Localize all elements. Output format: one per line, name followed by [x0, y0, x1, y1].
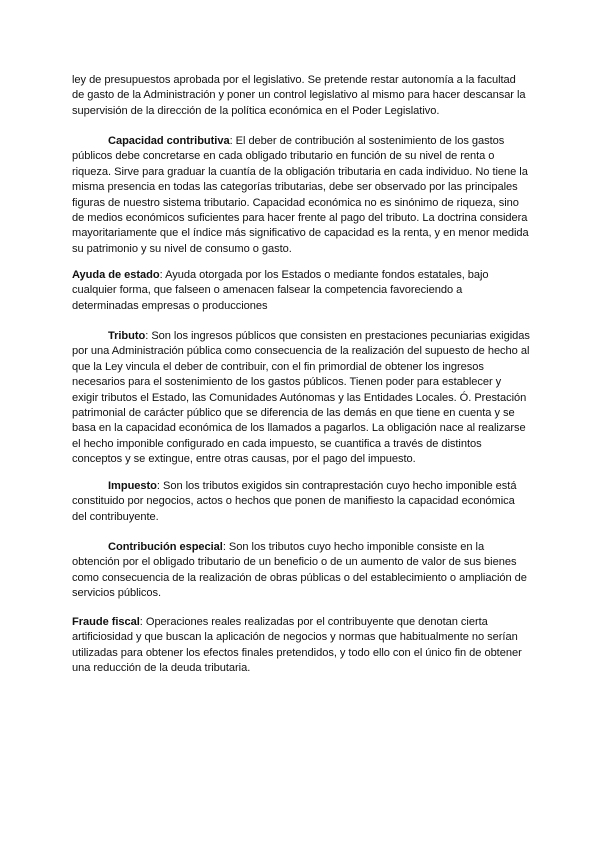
term-capacidad-contributiva: Capacidad contributiva: [108, 135, 230, 147]
definition-text: : Son los ingresos públicos que consisten en prestaciones pecuniarias exigidas por una Administración pública como consecuencia de la realización del supuesto de hecho al que la Ley vincula el deber de contribuir, con el fin primordial de obtener los ingresos necesarios para el sostenimiento de los gastos públicos. Tienen poder para establecer y exigir tributos el Estado, las Comunidades Autónomas y las Entidades Locales. Ó. Prestación patrimonial de carácter público que se diferencia de las demás en que tiene en cuenta y se basa en la capacidad económica de los llamados a pagarlos. La obligación nace al realizarse el hecho imponible configurado en cada impuesto, se cuantifica a través de distintos conceptos y se extingue, entre otras causas, por el pago del impuesto.: [72, 330, 530, 466]
term-fraude-fiscal: Fraude fiscal: [72, 616, 140, 628]
term-contribucion-especial: Contribución especial: [108, 541, 223, 553]
paragraph-impuesto: [72, 479, 530, 525]
paragraph-text: ley de presupuestos aprobada por el legislativo. Se pretende restar autonomía a la facultad de gasto de la Administración y poner un control legislativo al mismo para hacer descansar la supervisión de la dirección de la política económica en el Poder Legislativo.: [72, 74, 526, 117]
term-impuesto: Impuesto: [108, 480, 157, 492]
definition-text: : Son los tributos exigidos sin contraprestación cuyo hecho imponible está constituido por negocios, actos o hechos que ponen de manifiesto la capacidad económica del contribuyente.: [72, 480, 517, 523]
paragraph-fraude-fiscal: [72, 615, 530, 677]
term-ayuda-de-estado: Ayuda de estado: [72, 269, 160, 281]
definition-text: : Operaciones reales realizadas por el contribuyente que denotan cierta artificiosidad y que buscan la aplicación de negocios y normas que habitualmente no serían utilizadas para obtener los efectos finales pretendidos, y todo ello con el único fin de obtener una reducción de la deuda tributaria.: [72, 616, 522, 675]
definition-text: : Ayuda otorgada por los Estados o mediante fondos estatales, bajo cualquier forma, que falseen o amenacen falsear la competencia favoreciendo a determinadas empresas o producciones: [72, 269, 489, 312]
paragraph-contribucion-especial: [72, 540, 530, 602]
paragraph-intro: [72, 73, 530, 119]
term-tributo: Tributo: [108, 330, 146, 342]
definition-text: : El deber de contribución al sostenimiento de los gastos públicos debe concretarse en cada obligado tributario en función de su nivel de renta o riqueza. Sirve para graduar la cuantía de la obligación tributaria en cada individuo. No tiene la misma presencia en todas las categorías tributarias, debe ser observado por las principales figuras de nuestro sistema tributario. Capacidad económica no es sinónimo de riqueza, sino de medios económicos suficientes para hacer frente al pago del tributo. La doctrina considera mayoritariamente que el índice más significativo de capacidad es la renta, y en menor medida su patrimonio y su nivel de consumo o gasto.: [72, 135, 529, 255]
paragraph-tributo: [72, 329, 530, 468]
paragraph-ayuda-de-estado: [72, 268, 530, 314]
paragraph-capacidad-contributiva: [72, 134, 530, 257]
definition-text: : Son los tributos cuyo hecho imponible consiste en la obtención por el obligado tributario de un beneficio o de un aumento de valor de sus bienes como consecuencia de la realización de obras públicas o del establecimiento o ampliación de servicios públicos.: [72, 541, 527, 600]
